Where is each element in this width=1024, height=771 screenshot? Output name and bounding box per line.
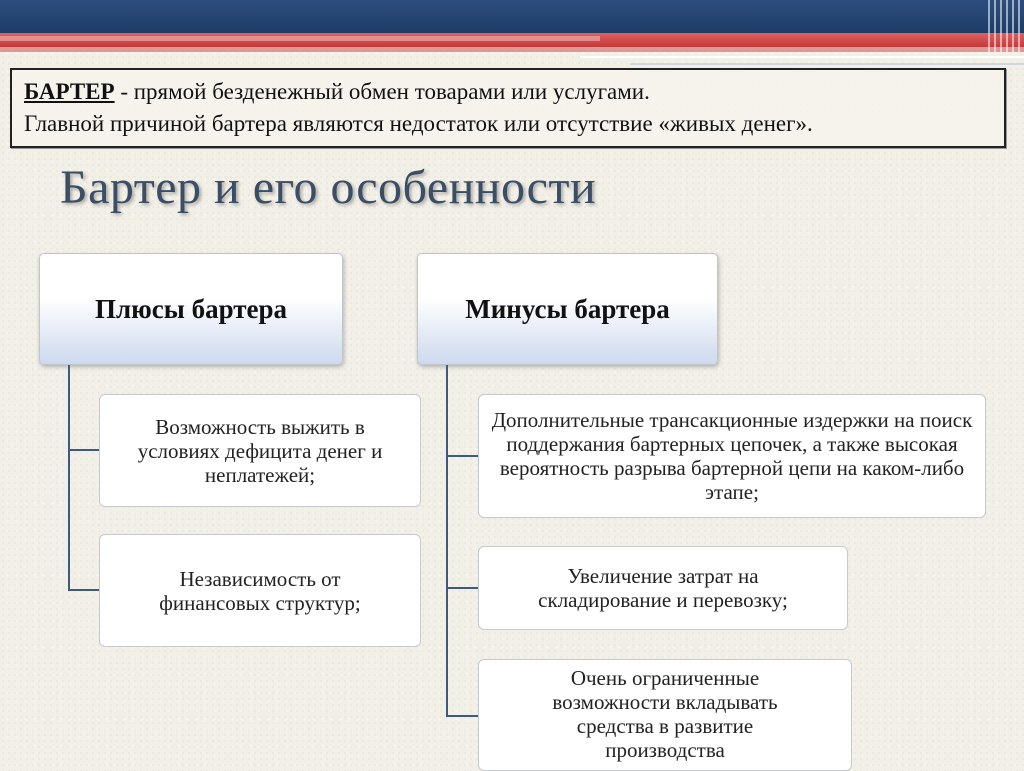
top-thin-line bbox=[580, 56, 1024, 58]
cons-connector-branch-2 bbox=[446, 587, 478, 589]
cons-item-1-text: Дополнительные трансакционные издержки на поиск поддержания бартерных цепочек, а также высокая вероятность разрыва бартерной цепи на каком-либо этапе; bbox=[491, 408, 973, 504]
slide-title: Бартер и его особенности bbox=[60, 161, 597, 214]
top-red-band-lower bbox=[0, 47, 1024, 52]
definition-line-2: Главной причиной бартера являются недостаток или отсутствие «живых денег». bbox=[24, 111, 813, 136]
cons-item-3 bbox=[478, 659, 852, 771]
cons-item-1 bbox=[478, 394, 986, 518]
definition-term: БАРТЕР bbox=[24, 79, 115, 104]
top-highlight-band bbox=[0, 36, 600, 41]
cons-header: Минусы бартера bbox=[417, 253, 718, 365]
cons-item-3-text: Очень ограниченные возможности вкладывать средства в развитие производства bbox=[552, 666, 778, 762]
pros-item-1 bbox=[99, 394, 421, 507]
definition-box bbox=[10, 68, 1006, 148]
top-thin-line-secondary bbox=[630, 63, 1024, 65]
top-navy-band bbox=[0, 0, 1024, 33]
pros-connector-vertical bbox=[68, 365, 70, 591]
pros-connector-branch-1 bbox=[68, 449, 99, 451]
pros-header: Плюсы бартера bbox=[39, 253, 343, 365]
definition-line-1 bbox=[24, 76, 992, 108]
cons-connector-branch-1 bbox=[446, 455, 478, 457]
pros-connector-branch-2 bbox=[68, 589, 99, 591]
definition-text: - прямой безденежный обмен товарами или услугами. bbox=[114, 79, 650, 104]
pros-item-2-text: Независимость от финансовых структур; bbox=[159, 566, 361, 615]
cons-connector-branch-3 bbox=[446, 715, 478, 717]
top-corner-stripes bbox=[988, 0, 1024, 52]
cons-connector-vertical bbox=[446, 365, 448, 717]
pros-item-2 bbox=[99, 534, 421, 647]
cons-item-2-text: Увеличение затрат на складирование и перевозку; bbox=[538, 564, 788, 612]
cons-item-2 bbox=[478, 546, 848, 630]
pros-item-1-text: Возможность выжить в условиях дефицита денег и неплатежей; bbox=[137, 414, 383, 487]
